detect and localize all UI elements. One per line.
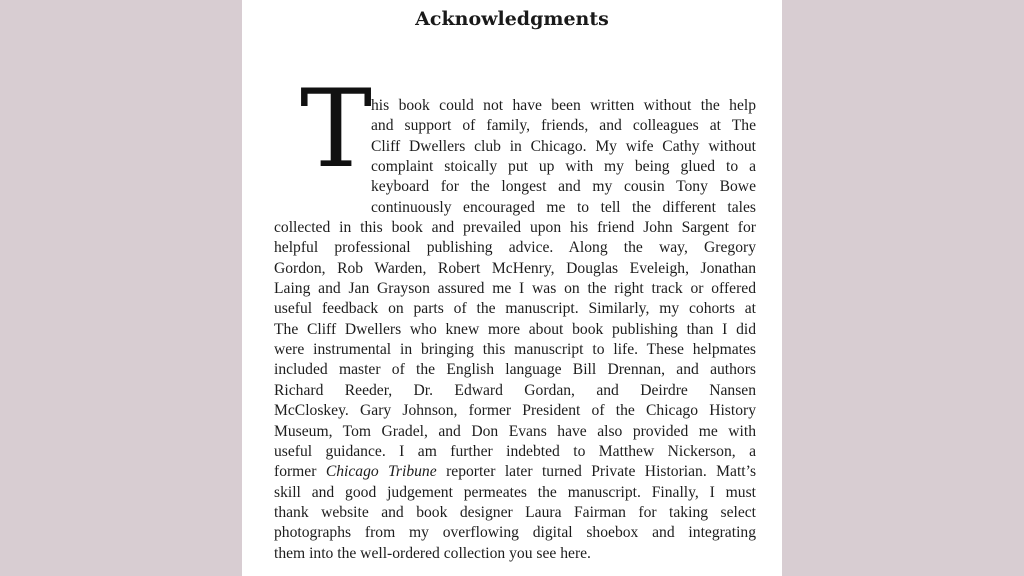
text-line: complaint stoically put up with my being glued to a [371,158,756,176]
text-line: The Cliff Dwellers who knew more about book publishing than I did [274,320,756,338]
text-line: photographs from my overflowing digital shoebox and integrating [274,524,756,542]
newspaper-title: Chicago Tribune [325,463,437,481]
text-line: keyboard for the longest and my cousin Tony Bowe [371,178,756,196]
text-line: skill and good judgement permeates the manuscript. Finally, I must [274,483,756,501]
text-line: and support of family, friends, and colleagues at The [371,117,756,135]
text-line: useful feedback on parts of the manuscript. Similarly, my cohorts at [274,300,756,318]
text-line: Museum, Tom Gradel, and Don Evans have also provided me with [274,422,756,440]
text-line: Laing and Jan Grayson assured me I was on the right track or offered [274,280,756,298]
text-line: helpful professional publishing advice. Along the way, Gregory [274,239,756,257]
text-line: McCloskey. Gary Johnson, former President of the Chicago History [274,402,756,420]
text-line-with-italic [274,462,756,482]
text-fragment: former [274,463,326,481]
text-line: Gordon, Rob Warden, Robert McHenry, Douglas Eveleigh, Jonathan [274,259,756,277]
book-page [242,0,782,576]
page-title: Acknowledgments [415,8,609,30]
acknowledgments-paragraph [274,96,756,564]
text-line: Cliff Dwellers club in Chicago. My wife Cathy without [371,137,756,155]
text-line: were instrumental in bringing this manuscript to life. These helpmates [274,341,756,359]
text-line: collected in this book and prevailed upon his friend John Sargent for [274,219,756,237]
text-line-last: them into the well-ordered collection you see here. [274,544,591,562]
drop-cap: T [300,67,373,192]
text-line: thank website and book designer Laura Fairman for taking select [274,503,756,521]
text-line: included master of the English language Bill Drennan, and authors [274,361,756,379]
text-line: Richard Reeder, Dr. Edward Gordan, and Deirdre Nansen [274,381,756,399]
text-line: continuously encouraged me to tell the different tales [371,198,756,216]
text-line: useful guidance. I am further indebted to Matthew Nickerson, a [274,442,756,460]
text-line: his book could not have been written without the help [371,97,756,114]
text-fragment: reporter later turned Private Historian. Matt’s [436,463,757,481]
